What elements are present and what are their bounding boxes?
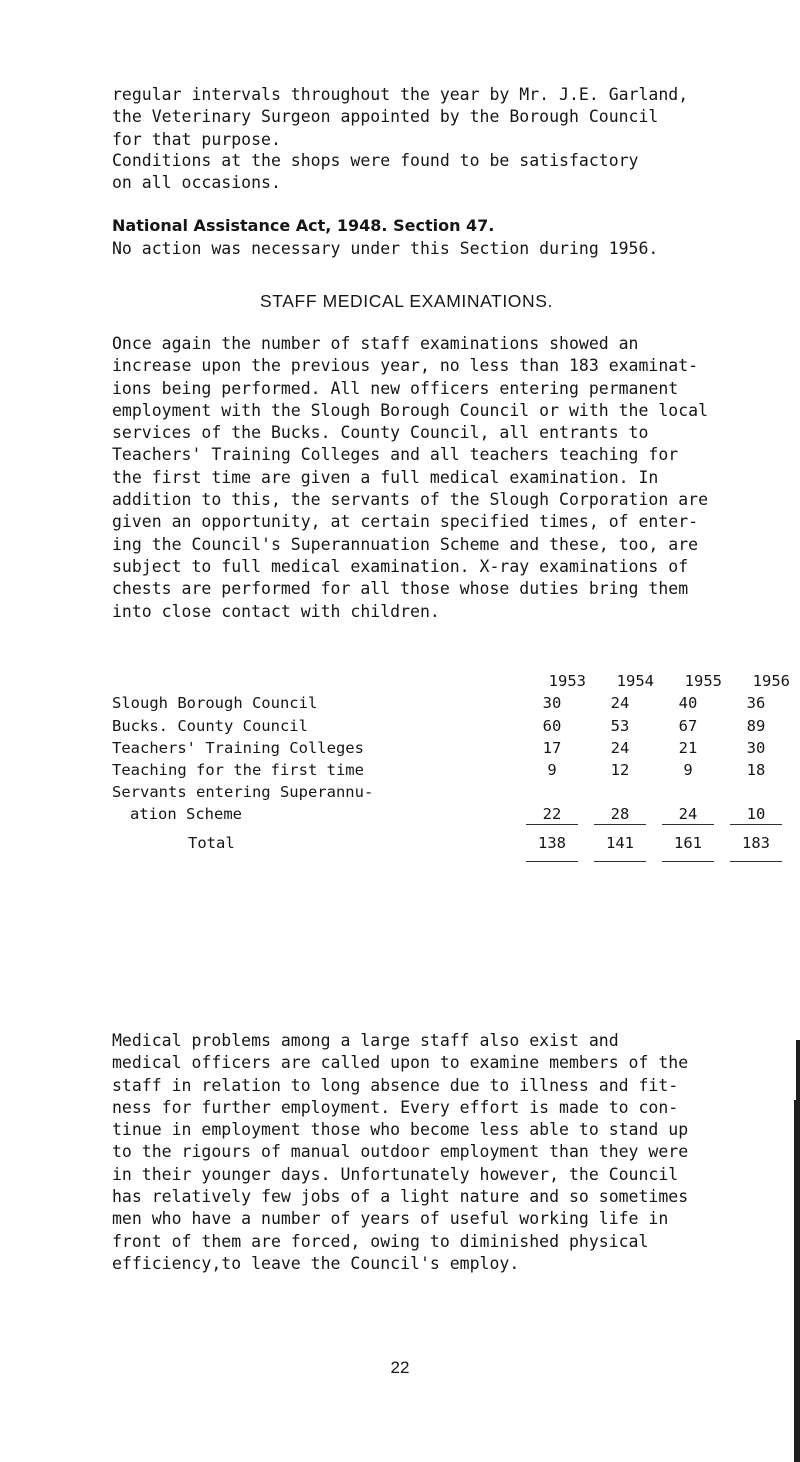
- cell-value: 30: [746, 738, 766, 757]
- table-row: [112, 690, 790, 712]
- cell-value: 36: [746, 694, 766, 713]
- cell-value: 60: [542, 716, 562, 735]
- page-edge-shadow: [794, 1100, 800, 1462]
- year-header: 1956: [752, 672, 790, 691]
- total-value: 138: [526, 824, 578, 862]
- total-row: [112, 823, 790, 863]
- page-number: 22: [390, 1358, 410, 1377]
- paragraph-section-47: No action was necessary under this Section during 1956.: [112, 239, 659, 258]
- paragraph-staff-examinations: Once again the number of staff examinations showed an increase upon the previous year, no less than 183 examinat- ions being performed. All new officers entering permanent employment with the Slough Borough Council or with the local services of the Bucks. County Council, all entrants to Teachers' Training Colleges and all teachers teaching for the first time are given a full medical examination. In addition to this, the servants of the Slough Corporation are given an opportunity, at certain specified times, of enter- ing the Council's Superannuation Scheme and these, too, are subject to full medical examination. X-ray examinations of chests are performed for all those whose duties bring them into close contact with children.: [112, 334, 709, 621]
- staff-examinations-table: [112, 668, 790, 863]
- section-title-staff-medical-examinations: STAFF MEDICAL EXAMINATIONS.: [260, 291, 553, 311]
- cell-value: 40: [678, 694, 698, 713]
- year-header: 1955: [684, 672, 722, 691]
- cell-value: 17: [542, 738, 562, 757]
- table-row: [112, 779, 790, 801]
- total-value: 183: [730, 824, 782, 862]
- cell-value: 9: [547, 760, 557, 779]
- page-edge-shadow: [796, 1040, 800, 1100]
- table-row: [112, 757, 790, 779]
- cell-blank: [586, 779, 654, 801]
- paragraph-medical-problems: Medical problems among a large staff also exist and medical officers are called upon to examine members of the staff in relation to long absence due to illness and fit- ness for further employment. Every effort is made to con- tinue in employment those who become less able to stand up to the rigours of manual outdoor employment than they were in their younger days. Unfortunately however, the Council has relatively few jobs of a light nature and so sometimes men who have a number of years of useful working life in front of them are forced, owing to diminished physical efficiency,to leave the Council's employ.: [112, 1031, 689, 1273]
- table-header-blank: [112, 668, 518, 690]
- year-header: 1953: [548, 672, 586, 691]
- row-label: Servants entering Superannu-: [112, 783, 374, 802]
- cell-value: 24: [610, 738, 630, 757]
- cell-value: 24: [610, 694, 630, 713]
- cell-value: 28: [610, 805, 630, 824]
- table-header-row: [112, 668, 790, 690]
- table-row: [112, 801, 790, 823]
- row-label: Teaching for the first time: [112, 760, 364, 779]
- total-value: 161: [662, 824, 714, 862]
- cell-blank: [518, 779, 586, 801]
- table-row: [112, 712, 790, 734]
- total-value: 141: [594, 824, 646, 862]
- row-label: Slough Borough Council: [112, 694, 318, 713]
- cell-value: 12: [610, 760, 630, 779]
- table-row: [112, 735, 790, 757]
- cell-value: 53: [610, 716, 630, 735]
- cell-value: 22: [542, 805, 562, 824]
- total-cell: [586, 823, 654, 863]
- cell-value: 30: [542, 694, 562, 713]
- cell-blank: [722, 779, 790, 801]
- cell-value: 67: [678, 716, 698, 735]
- total-cell: [518, 823, 586, 863]
- cell-value: 9: [683, 760, 693, 779]
- row-label-continued: ation Scheme: [130, 805, 242, 824]
- cell-value: 89: [746, 716, 766, 735]
- cell-blank: [654, 779, 722, 801]
- total-cell: [722, 823, 790, 863]
- year-header: 1954: [616, 672, 654, 691]
- total-label: Total: [188, 834, 235, 853]
- row-label: Bucks. County Council: [112, 716, 308, 735]
- row-label: Teachers' Training Colleges: [112, 738, 364, 757]
- heading-national-assistance-act: National Assistance Act, 1948. Section 47.: [112, 216, 495, 235]
- cell-value: 10: [746, 805, 766, 824]
- cell-value: 24: [678, 805, 698, 824]
- cell-value: 21: [678, 738, 698, 757]
- cell-value: 18: [746, 760, 766, 779]
- paragraph-veterinary-inspection: regular intervals throughout the year by Mr. J.E. Garland, the Veterinary Surgeon appointed by the Borough Council for that purpose.: [112, 85, 689, 149]
- paragraph-shop-conditions: Conditions at the shops were found to be satisfactory on all occasions.: [112, 151, 639, 193]
- total-cell: [654, 823, 722, 863]
